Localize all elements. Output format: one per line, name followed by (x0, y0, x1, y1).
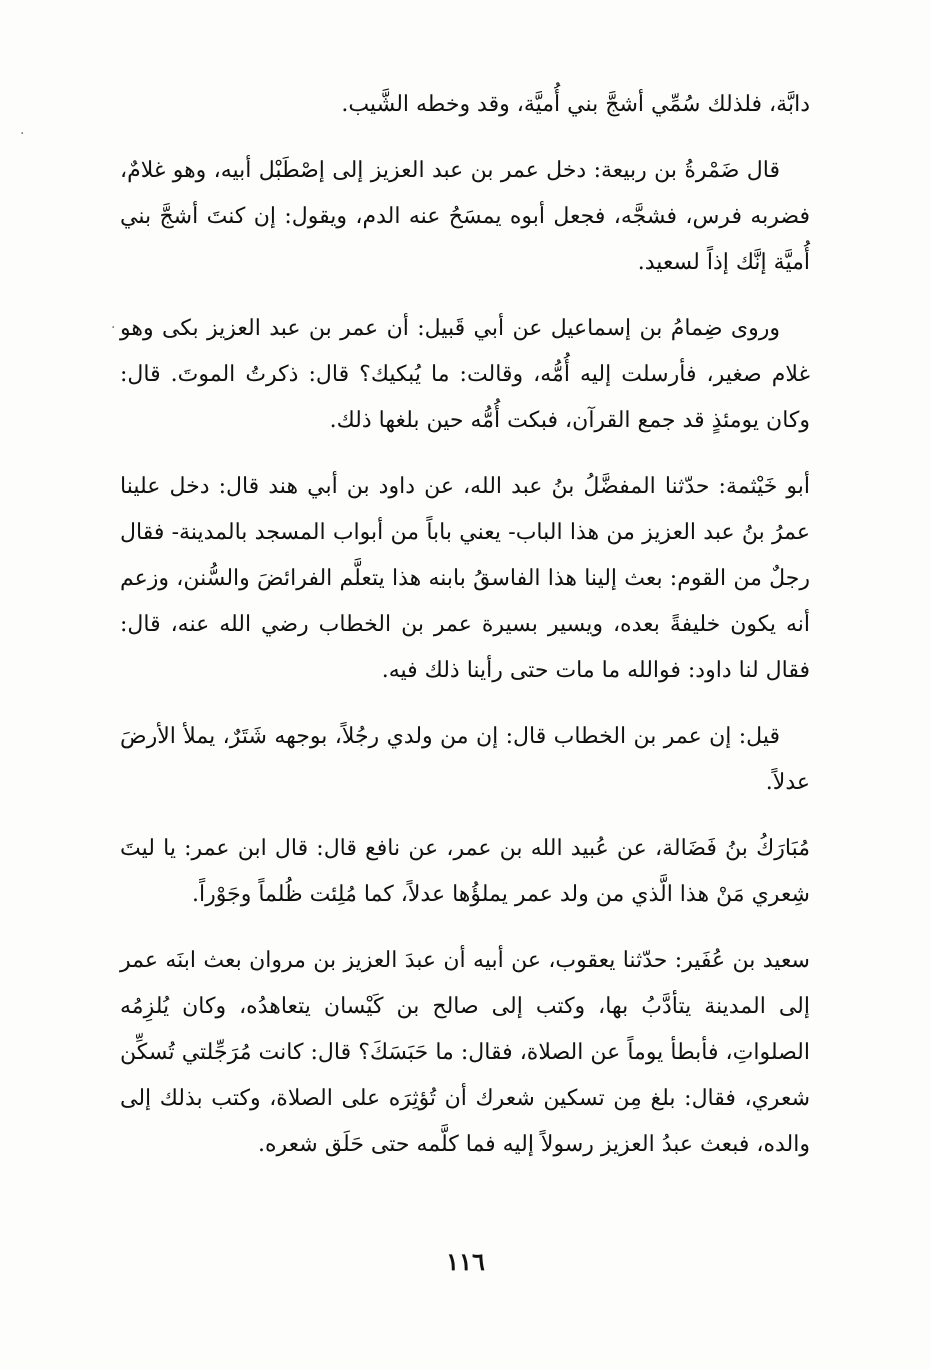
paragraph-3: وروى ضِمامُ بن إسماعيل عن أبي قَبيل: أن عمر بن عبد العزيز بكى وهو غلام صغير، فأرسلت إليه أُمُّه، وقالت: ما يُبكيك؟ قال: ذكرتُ الموتَ. قال: وكان يومئذٍ قد جمع القرآن، فبكت أُمُّه حين بلغها ذلك. (120, 316, 810, 433)
scan-speck: · (20, 126, 25, 142)
page-number: ١١٦ (446, 1247, 485, 1276)
paragraph-1: دابَّة، فلذلك سُمِّي أشجَّ بني أُميَّة، وقد وخطه الشَّيب. (341, 92, 810, 117)
paragraph-2: قال ضَمْرةُ بن ربيعة: دخل عمر بن عبد العزيز إلى إصْطَبْل أبيه، وهو غلامٌ، فضربه فرس، فشجَّه، فجعل أبوه يمسَحُ عنه الدم، ويقول: إن كنتَ أشجَّ بني أُميَّة إنَّك إذاً لسعيد. (120, 158, 810, 275)
scan-speck: · (111, 320, 116, 336)
paragraph-5: قيل: إن عمر بن الخطاب قال: إن من ولدي رجُلاً، بوجهه شَتَرٌ، يملأ الأرضَ عدلاً. (120, 724, 810, 795)
paragraph-4: أبو خَيْثمة: حدّثنا المفضَّلُ بنُ عبد الله، عن داود بن أبي هند قال: دخل علينا عمرُ بنُ عبد العزيز من هذا الباب- يعني باباً من أبواب المسجد بالمدينة- فقال رجلٌ من القوم: بعث إلينا هذا الفاسقُ بابنه هذا يتعلَّم الفرائضَ والسُّنن، وزعم أنه يكون خليفةً بعده، ويسير بسيرة عمر بن الخطاب رضي الله عنه، قال: فقال لنا داود: فوالله ما مات حتى رأينا ذلك فيه. (120, 474, 810, 683)
paragraph-7: سعيد بن عُفَير: حدّثنا يعقوب، عن أبيه أن عبدَ العزيز بن مروان بعث ابنَه عمر إلى المدينة يتأدَّبُ بها، وكتب إلى صالح بن كَيْسان يتعاهدُه، وكان يُلزِمُه الصلواتِ، فأبطأ يوماً عن الصلاة، فقال: ما حَبَسَكَ؟ قال: كانت مُرَجِّلتي تُسكِّن شعري، فقال: بلغ مِن تسكين شعرك أن تُؤثِرَه على الصلاة، وكتب بذلك إلى والده، فبعث عبدُ العزيز رسولاً إليه فما كلَّمه حتى حَلَق شعره. (120, 948, 810, 1157)
paragraph-6: مُبَارَكُ بنُ فَضَالة، عن عُبيد الله بن عمر، عن نافع قال: قال ابن عمر: يا ليتَ شِعري مَنْ هذا الَّذي من ولد عمر يملؤُها عدلاً، كما مُلِئت ظُلماً وجَوْراً. (120, 836, 810, 907)
page-body (120, 82, 810, 1188)
